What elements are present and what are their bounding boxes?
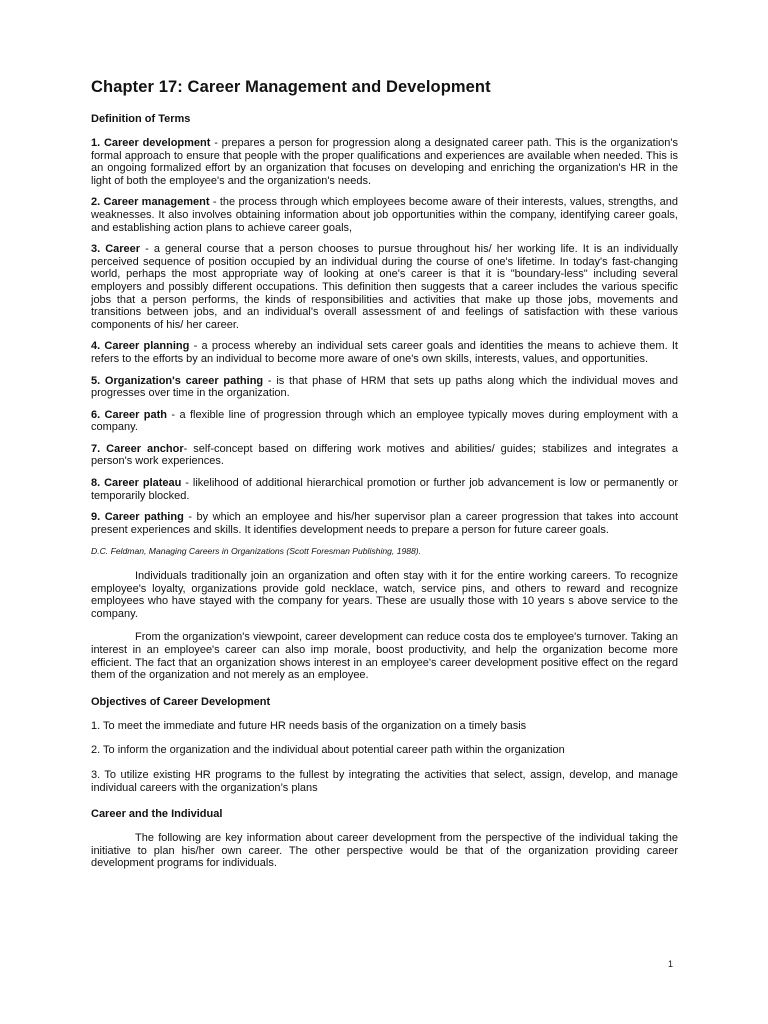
term-definition: - is that phase of HRM that sets up paths along which the individual moves and progresses over time in the organization. bbox=[91, 374, 678, 400]
term-career-path bbox=[91, 409, 678, 434]
chapter-title: Chapter 17: Career Management and Development bbox=[91, 78, 491, 96]
term-label: 5. Organization's career pathing bbox=[91, 374, 264, 387]
term-label: 6. Career path bbox=[91, 408, 168, 421]
objective-item: 3. To utilize existing HR programs to the fullest by integrating the activities that select, assign, develop, and manage individual careers with the organization’s plans bbox=[91, 768, 678, 794]
body-paragraph: The following are key information about career development from the perspective of the individual taking the initiative to plan his/her own career. The other perspective would be that of the organization providing career development programs for individuals. bbox=[91, 832, 678, 870]
term-definition: - by which an employee and his/her supervisor plan a career progression that takes into account present experiences and skills. It identifies development needs to prepare a person for future career goals. bbox=[91, 511, 678, 536]
term-career bbox=[91, 243, 678, 331]
term-label: 1. Career development bbox=[91, 137, 211, 149]
term-career-pathing bbox=[91, 511, 678, 536]
term-definition: - likelihood of additional hierarchical promotion or further job advancement is low or permanently or temporarily blocked. bbox=[91, 477, 678, 502]
term-label: 7. Career anchor bbox=[91, 442, 184, 455]
citation: D.C. Feldman, Managing Careers in Organizations (Scott Foresman Publishing, 1988). bbox=[91, 546, 422, 557]
objectives-heading: Objectives of Career Development bbox=[91, 695, 271, 708]
term-definition: - prepares a person for progression along a designated career path. This is the organization's formal approach to ensure that people with the proper qualifications and experiences are available when needed. This is an ongoing formalized effort by an organization that focuses on developing and enriching the organization's HR in the light of both the employee's and the organization's needs. bbox=[91, 137, 678, 187]
term-definition: - a general course that a person chooses to pursue throughout his/ her working life. It is an individually perceived sequence of position occupied by an individual during the course of one's lifetime. In today's fast-changing world, perhaps the most appropriate way of looking at one's career is that it is "boundary-less" including several employers and possibly different occupations. This definition then suggests that a career includes the various specific jobs that a person performs, the kinds of responsibilities and activities that make up those jobs, movements and transitions between jobs, and an individual's overall assessment of and feelings of satisfaction with these various components of his/ her career. bbox=[91, 243, 678, 331]
body-paragraph: From the organization's viewpoint, career development can reduce costa dos te employee's turnover. Taking an interest in an employee's career can also imp morale, boost productivity, and help the organization become more efficient. The fact that an organization shows interest in an employee's career development positive effect on the regard them of the organization and not merely as an employee. bbox=[91, 631, 678, 682]
term-label: 9. Career pathing bbox=[91, 511, 184, 524]
term-career-plateau bbox=[91, 477, 678, 502]
term-label: 2. Career management bbox=[91, 196, 210, 209]
objective-item: 1. To meet the immediate and future HR needs basis of the organization on a timely basis bbox=[91, 719, 527, 732]
term-definition: - a flexible line of progression through which an employee typically moves during employment with a company. bbox=[91, 408, 679, 434]
term-label: 3. Career bbox=[91, 243, 141, 256]
term-career-anchor bbox=[91, 443, 678, 468]
term-organization-career-pathing bbox=[91, 375, 678, 400]
individual-heading: Career and the Individual bbox=[91, 808, 223, 821]
term-career-management bbox=[91, 196, 678, 234]
term-career-development bbox=[91, 137, 678, 187]
page-number: 1 bbox=[668, 959, 674, 969]
term-definition: - a process whereby an individual sets career goals and identities the means to achieve them. It refers to the efforts by an individual to become more aware of one's own skills, interests, values, and opportunities. bbox=[91, 340, 678, 365]
term-label: 4. Career planning bbox=[91, 340, 190, 353]
term-career-planning bbox=[91, 340, 678, 365]
term-label: 8. Career plateau bbox=[91, 477, 182, 490]
definitions-heading: Definition of Terms bbox=[91, 113, 191, 125]
document-page bbox=[91, 78, 678, 881]
body-paragraph: Individuals traditionally join an organization and often stay with it for the entire working careers. To recognize employee's loyalty, organizations provide gold necklace, watch, service pins, and others to reward and recognize employees who have stayed with the company for years. These are usually those with 10 years s above service to the company. bbox=[91, 570, 678, 620]
objective-item: 2. To inform the organization and the individual about potential career path within the organization bbox=[91, 744, 565, 757]
term-definition: - self-concept based on differing work motives and abilities/ guides; stabilizes and integrates a person's work experiences. bbox=[91, 442, 678, 468]
term-definition: - the process through which employees become aware of their interests, values, strengths, and weaknesses. It also involves obtaining information about job opportunities within the company, identifying career goals, and establishing action plans to achieve career goals, bbox=[91, 196, 679, 234]
